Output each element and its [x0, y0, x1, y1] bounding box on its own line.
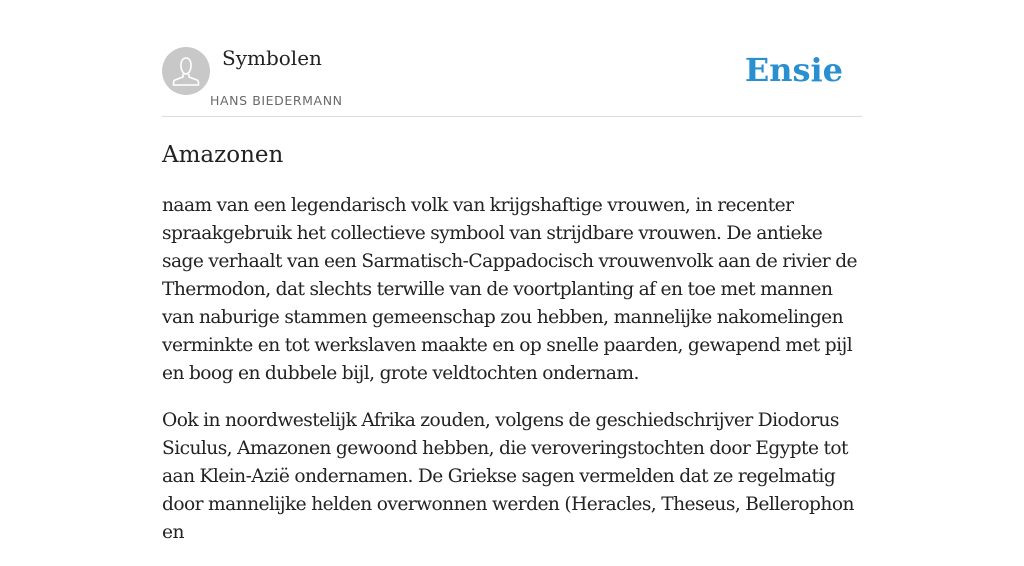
entry-paragraph-1: naam van een legendarisch volk van krijgshaftige vrouwen, in recenter spraakgebruik het collectieve symbool van strijdbare vrouwen. De antieke sage verhaalt van een Sarmatisch-Cappadocisch vrouwenvolk aan de rivier de Thermodon, dat slechts terwille van de voortplanting af en toe met mannen van naburige stammen gemeenschap zou hebben, mannelijke nakomelingen verminkte en tot werkslaven maakte en op snelle paarden, gewapend met pijl en boog en dubbele bijl, grote veldtochten ondernam.	[162, 195, 857, 384]
user-avatar-icon	[162, 47, 210, 95]
entry-title: Amazonen	[162, 142, 284, 168]
brand-logo[interactable]: Ensie	[744, 51, 843, 89]
entry-paragraph-2: Ook in noordwestelijk Afrika zouden, volgens de geschiedschrijver Diodorus Siculus, Amazonen gewoond hebben, die veroveringstochten door Egypte tot aan Klein-Azië ondernamen. De Griekse sagen vermelden dat ze regelmatig door mannelijke helden overwonnen werden (Heracles, Theseus, Bellerophon en	[162, 410, 854, 543]
page-header	[162, 0, 862, 117]
book-title-link[interactable]: Symbolen	[222, 46, 322, 70]
author-name: HANS BIEDERMANN	[210, 93, 343, 108]
page-container	[162, 0, 862, 543]
entry-body	[162, 192, 862, 566]
